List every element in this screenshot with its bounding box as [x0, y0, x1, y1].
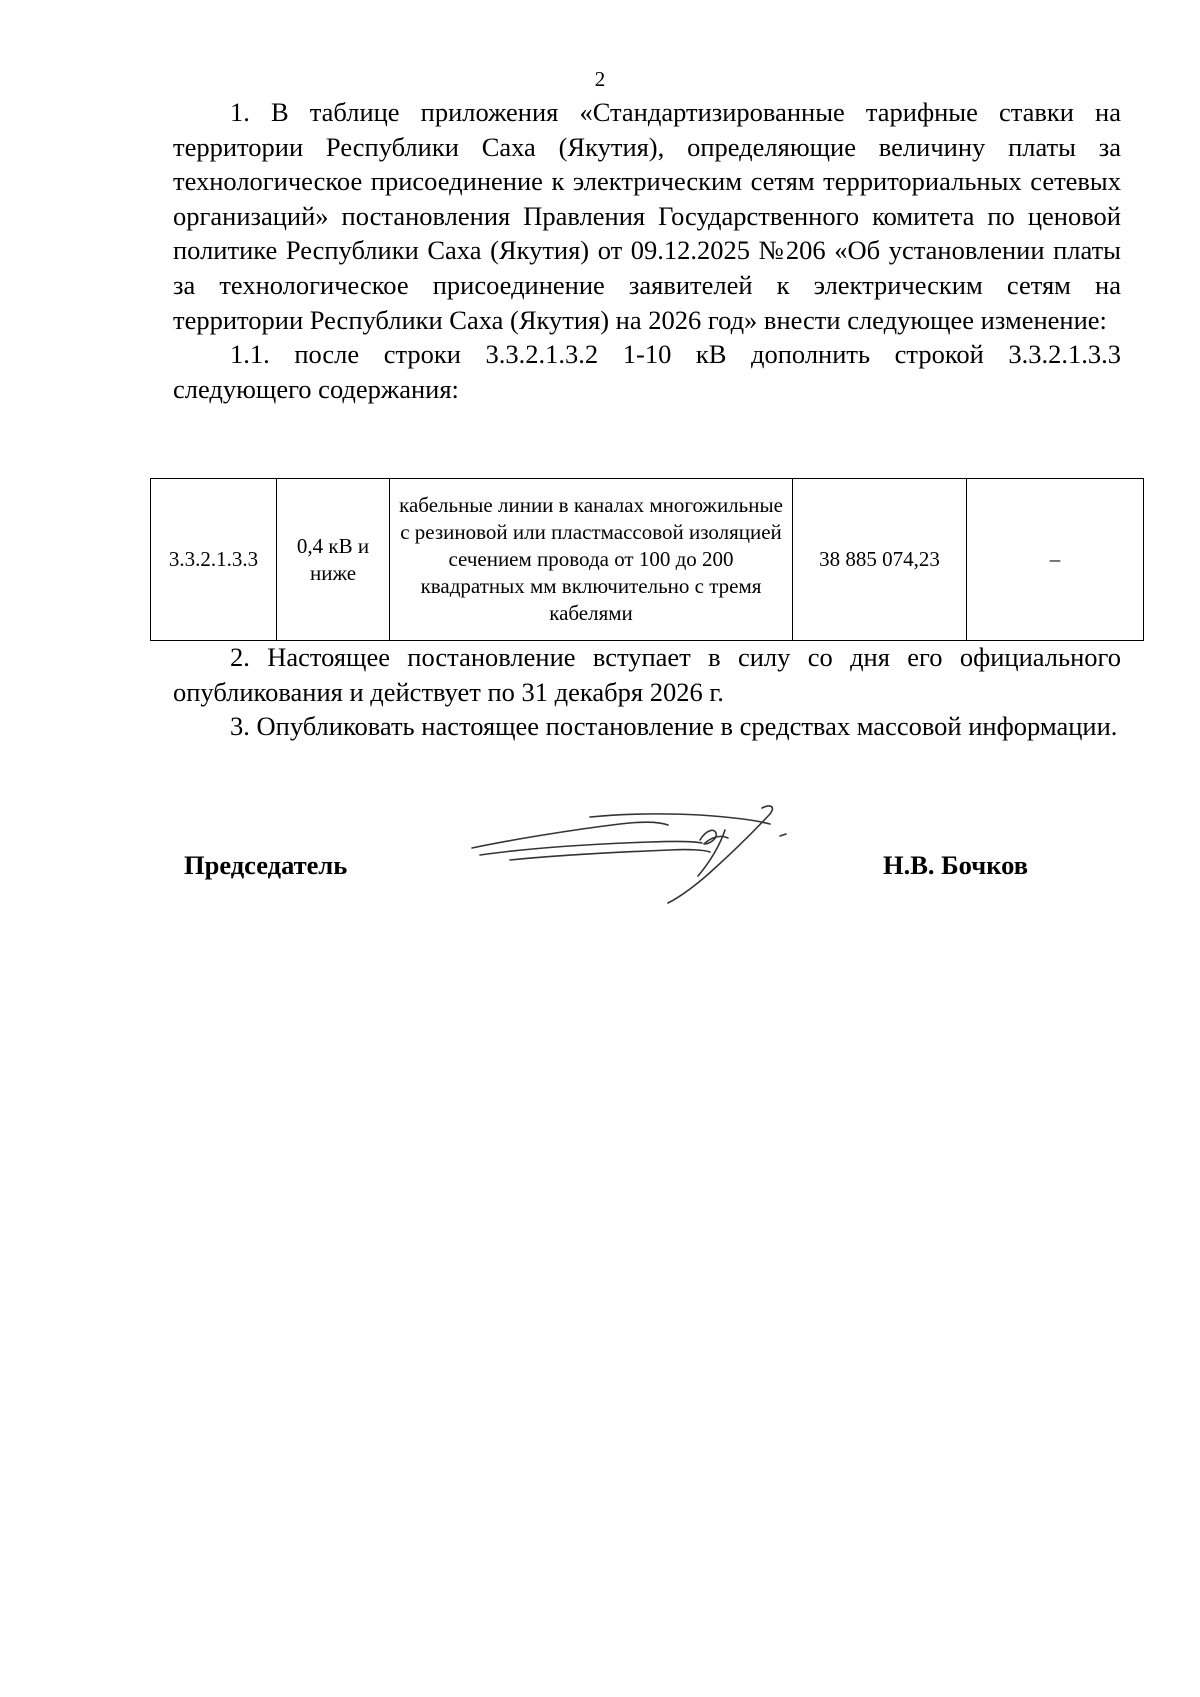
cell-rate: 38 885 074,23	[793, 479, 967, 641]
cell-code: 3.3.2.1.3.3	[151, 479, 277, 641]
paragraph-2: 2. Настоящее постановление вступает в силу со дня его официального опубликования и действует по 31 декабря 2026 г.	[173, 642, 1121, 707]
tariff-table	[150, 478, 1144, 641]
paragraph-1-1: 1.1. после строки 3.3.2.1.3.2 1-10 кВ дополнить строкой 3.3.2.1.3.3 следующего содержания:	[173, 339, 1121, 404]
table-row	[151, 479, 1144, 641]
cell-voltage: 0,4 кВ и ниже	[277, 479, 390, 641]
page-number: 2	[594, 67, 606, 91]
paragraph-3: 3. Опубликовать настоящее постановление в средствах массовой информации.	[230, 711, 1118, 742]
cell-description: кабельные линии в каналах многожильные с резиновой или пластмассовой изоляцией сечением провода от 100 до 200 квадратных мм включительно с тремя кабелями	[390, 479, 793, 641]
cell-extra: –	[967, 479, 1144, 641]
body-text-after-table	[173, 640, 1121, 744]
paragraph-1: 1. В таблице приложения «Стандартизированные тарифные ставки на территории Республики Саха (Якутия), определяющие величину платы за технологическое присоединение к электрическим сетям территориальных сетевых организаций» постановления Правления Государственного комитета по ценовой политике Республики Саха (Якутия) от 09.12.2025 №206 «Об установлении платы за технологическое присоединение заявителей к электрическим сетям на территории Республики Саха (Якутия) на 2026 год» внести следующее изменение:	[173, 97, 1121, 335]
signer-title: Председатель	[184, 850, 348, 880]
signature-block	[0, 848, 1200, 888]
body-text-before-table	[173, 95, 1121, 406]
signer-name: Н.В. Бочков	[883, 850, 1029, 880]
